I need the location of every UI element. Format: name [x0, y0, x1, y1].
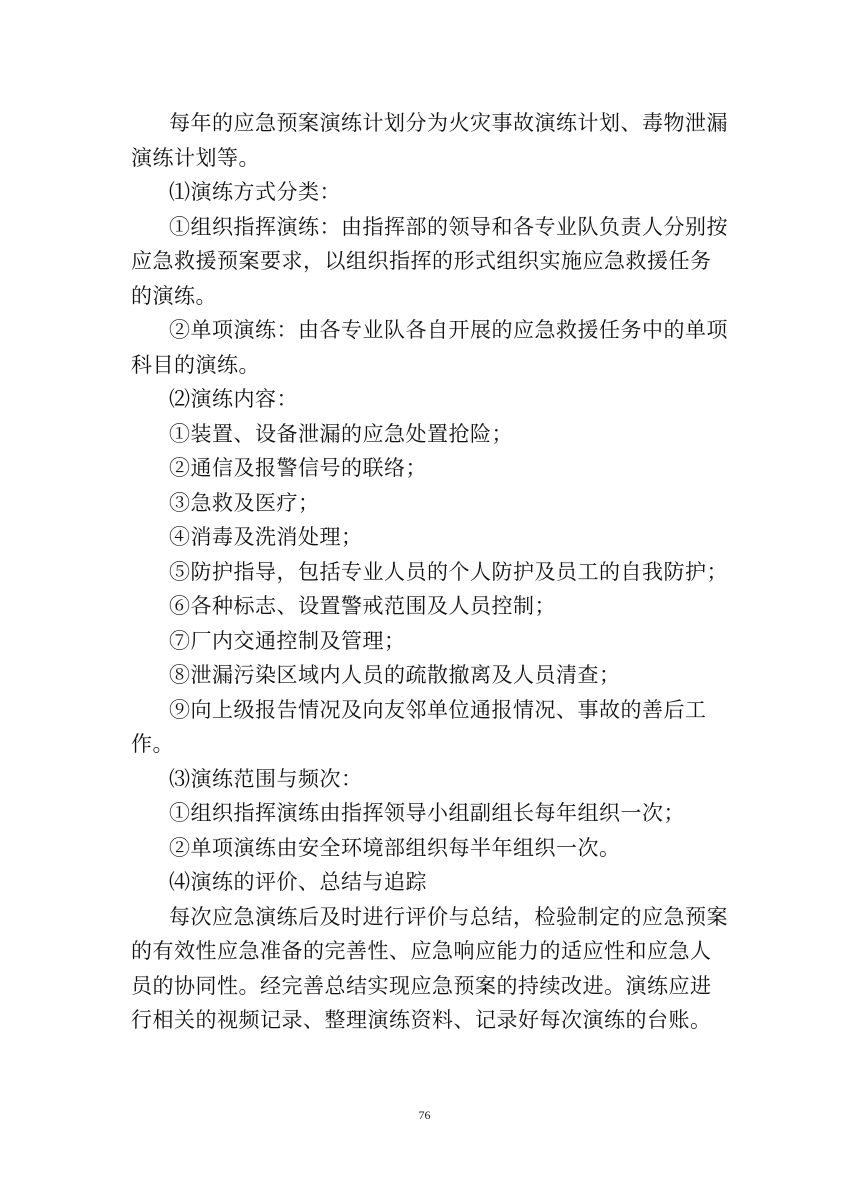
page-number: 76: [418, 1108, 431, 1122]
list-item: ①装置、设备泄漏的应急处置抢险；: [169, 421, 513, 446]
heading-drill-content: ⑵演练内容：: [169, 387, 298, 411]
list-item: ①组织指挥演练由指挥领导小组副组长每年组织一次；: [169, 801, 685, 825]
paragraph-evaluation: 每次应急演练后及时进行评价与总结，检验制定的应急预案的有效性应急准备的完善性、应急响应能力的适应性和应急人员的协同性。经完善总结实现应急预案的持续改进。演练应进行相关的视频记录、整理演练资料、记录好每次演练的台账。: [131, 904, 728, 1032]
list-item: ②单项演练：由各专业队各自开展的应急救援任务中的单项科目的演练。: [131, 318, 728, 377]
heading-drill-evaluation: ⑷演练的评价、总结与追踪: [169, 870, 427, 894]
heading-drill-scope: ⑶演练范围与频次：: [169, 766, 363, 791]
body-text: [131, 106, 731, 1038]
heading-drill-methods: ⑴演练方式分类：: [169, 180, 341, 204]
list-item: ⑥各种标志、设置警戒范围及人员控制；: [169, 594, 556, 618]
list-item: ①组织指挥演练：由指挥部的领导和各专业队负责人分别按应急救援预案要求，以组织指挥的形式组织实施应急救援任务的演练。: [131, 214, 728, 308]
list-item: ⑧泄漏污染区域内人员的疏散撤离及人员清查；: [169, 663, 621, 687]
list-item: ②单项演练由安全环境部组织每半年组织一次。: [169, 835, 621, 860]
list-item: ⑤防护指导，包括专业人员的个人防护及员工的自我防护；: [169, 559, 728, 584]
list-item: ③急救及医疗；: [169, 490, 320, 515]
list-item: ④消毒及洗消处理；: [169, 525, 363, 549]
list-item: ②通信及报警信号的联络；: [169, 456, 427, 480]
paragraph-intro: 每年的应急预案演练计划分为火灾事故演练计划、毒物泄漏演练计划等。: [131, 111, 728, 170]
list-item: ⑦厂内交通控制及管理；: [169, 628, 406, 653]
list-item: ⑨向上级报告情况及向友邻单位通报情况、事故的善后工作。: [131, 697, 707, 756]
